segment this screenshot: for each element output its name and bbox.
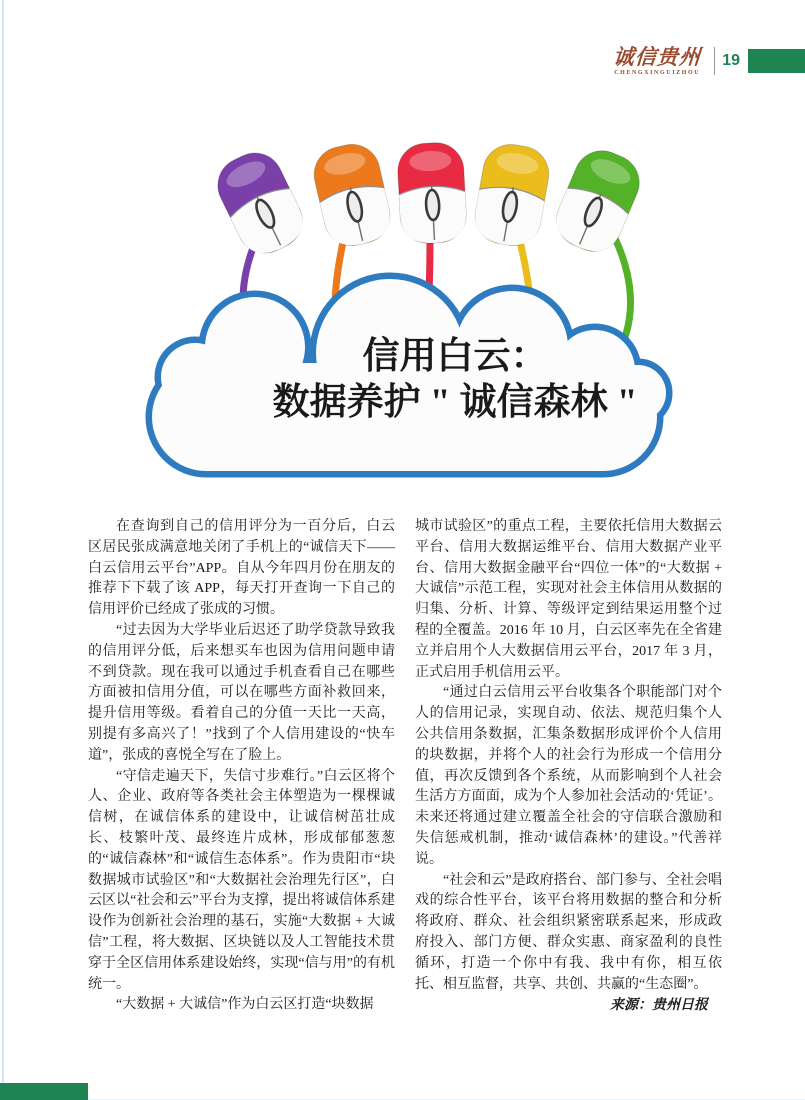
header-green-bar [748, 49, 805, 73]
paragraph: “大数据 + 大诚信”作为白云区打造“块数据 [116, 997, 374, 1013]
article-column-right [415, 517, 722, 1017]
hero-illustration [140, 125, 675, 495]
yellow-mouse-icon [471, 140, 553, 250]
article-title-line1: 信用白云： [362, 336, 548, 377]
logo-calligraphy: 诚信贵州 [612, 44, 703, 69]
red-mouse-icon [396, 141, 467, 244]
page-number: 19 [722, 52, 740, 69]
paragraph: “守信走遍天下，失信寸步难行。”白云区将个人、企业、政府等各类社会主体塑造为一棵棵诚信树，在诚信体系的建设中，让诚信树茁壮成长、枝繁叶茂、最终连片成林，形成郁郁葱葱的“诚信森林”和“诚信生态体系”。作为贵阳市“块数据城市试验区”和“大数据社会治理先行区”，白云区以“社会和云”平台为支撑，提出将诚信体系建设作为创新社会治理的基石，实施“大数据 + 大诚信”工程，将大数据、区块链以及人工智能技术贯穿于全区信用体系建设始终，实现“信与用”的有机统一。 [88, 768, 395, 992]
page-left-border [2, 0, 4, 1100]
article-title-line2: 数据养护 " 诚信森林 " [272, 382, 638, 423]
article-column-right-paragraphs [415, 517, 722, 995]
source-line: 来源：贵州日报 [610, 998, 708, 1014]
header-divider [714, 47, 715, 75]
mice-cloud-graphic [140, 125, 675, 495]
page-header [613, 44, 805, 78]
purple-mouse-icon [208, 144, 311, 263]
article-column-left [88, 517, 395, 1016]
article-title [235, 335, 675, 426]
paragraph: “过去因为大学毕业后迟还了助学贷款导致我的信用评分低，后来想买车也因为信用问题申请不到贷款。现在我可以通过手机查看自己在哪些方面被扣信用分值，可以在哪些方面补救回来，提升信用等级。看着自己的分值一天比一天高，别提有多高兴了！”找到了个人信用建设的“快车道”，张成的喜悦全写在了脸上。 [88, 622, 395, 763]
green-mouse-icon [548, 142, 648, 260]
paragraph: 城市试验区”的重点工程，主要依托信用大数据云平台、信用大数据运维平台、信用大数据产业平台、信用大数据金融平台“四位一体”的“大数据 + 大诚信”示范工程，实现对社会主体信用从数据的归集、分析、计算、等级评定到结果运用整个过程的全覆盖。2016 年 10 月，白云区率先在全省建立并启用个人大数据信用云平台，2017 年 3 月，正式启用手机信用云平。 [415, 519, 722, 680]
footer-green-bar [0, 1083, 88, 1100]
paragraph: 在查询到自己的信用评分为一百分后，白云区居民张成满意地关闭了手机上的“诚信天下——白云信用云平台”APP。自从今年四月份在朋友的推荐下下载了该 APP，每天打开查询一下自己的信用评价已经成了张成的习惯。 [88, 519, 395, 618]
magazine-logo [612, 44, 703, 76]
paragraph: “通过白云信用云平台收集各个职能部门对个人的信用记录，实现自动、依法、规范归集个人公共信用条数据，汇集条数据形成评价个人信用的块数据，并将个人的社会行为形成一个信用分值，再次反馈到各个系统，从而影响到个人社会生活方方面面，成为个人参加社会活动的‘凭证’。未来还将通过建立覆盖全社会的守信联合激励和失信惩戒机制，推动‘诚信森林’的建设。”代善祥说。 [415, 685, 722, 867]
orange-mouse-icon [309, 139, 396, 251]
paragraph: “社会和云”是政府搭台、部门参与、全社会唱戏的综合性平台，该平台将用数据的整合和分析将政府、群众、社会组织紧密联系起来，形成政府投入、部门方便、群众实惠、商家盈利的良性循环，打造一个你中有我、我中有你，相互依托、相互监督，共享、共创、共赢的“生态圈”。 [415, 872, 722, 992]
logo-subtext: CHENGXINGUIZHOU [614, 69, 701, 76]
